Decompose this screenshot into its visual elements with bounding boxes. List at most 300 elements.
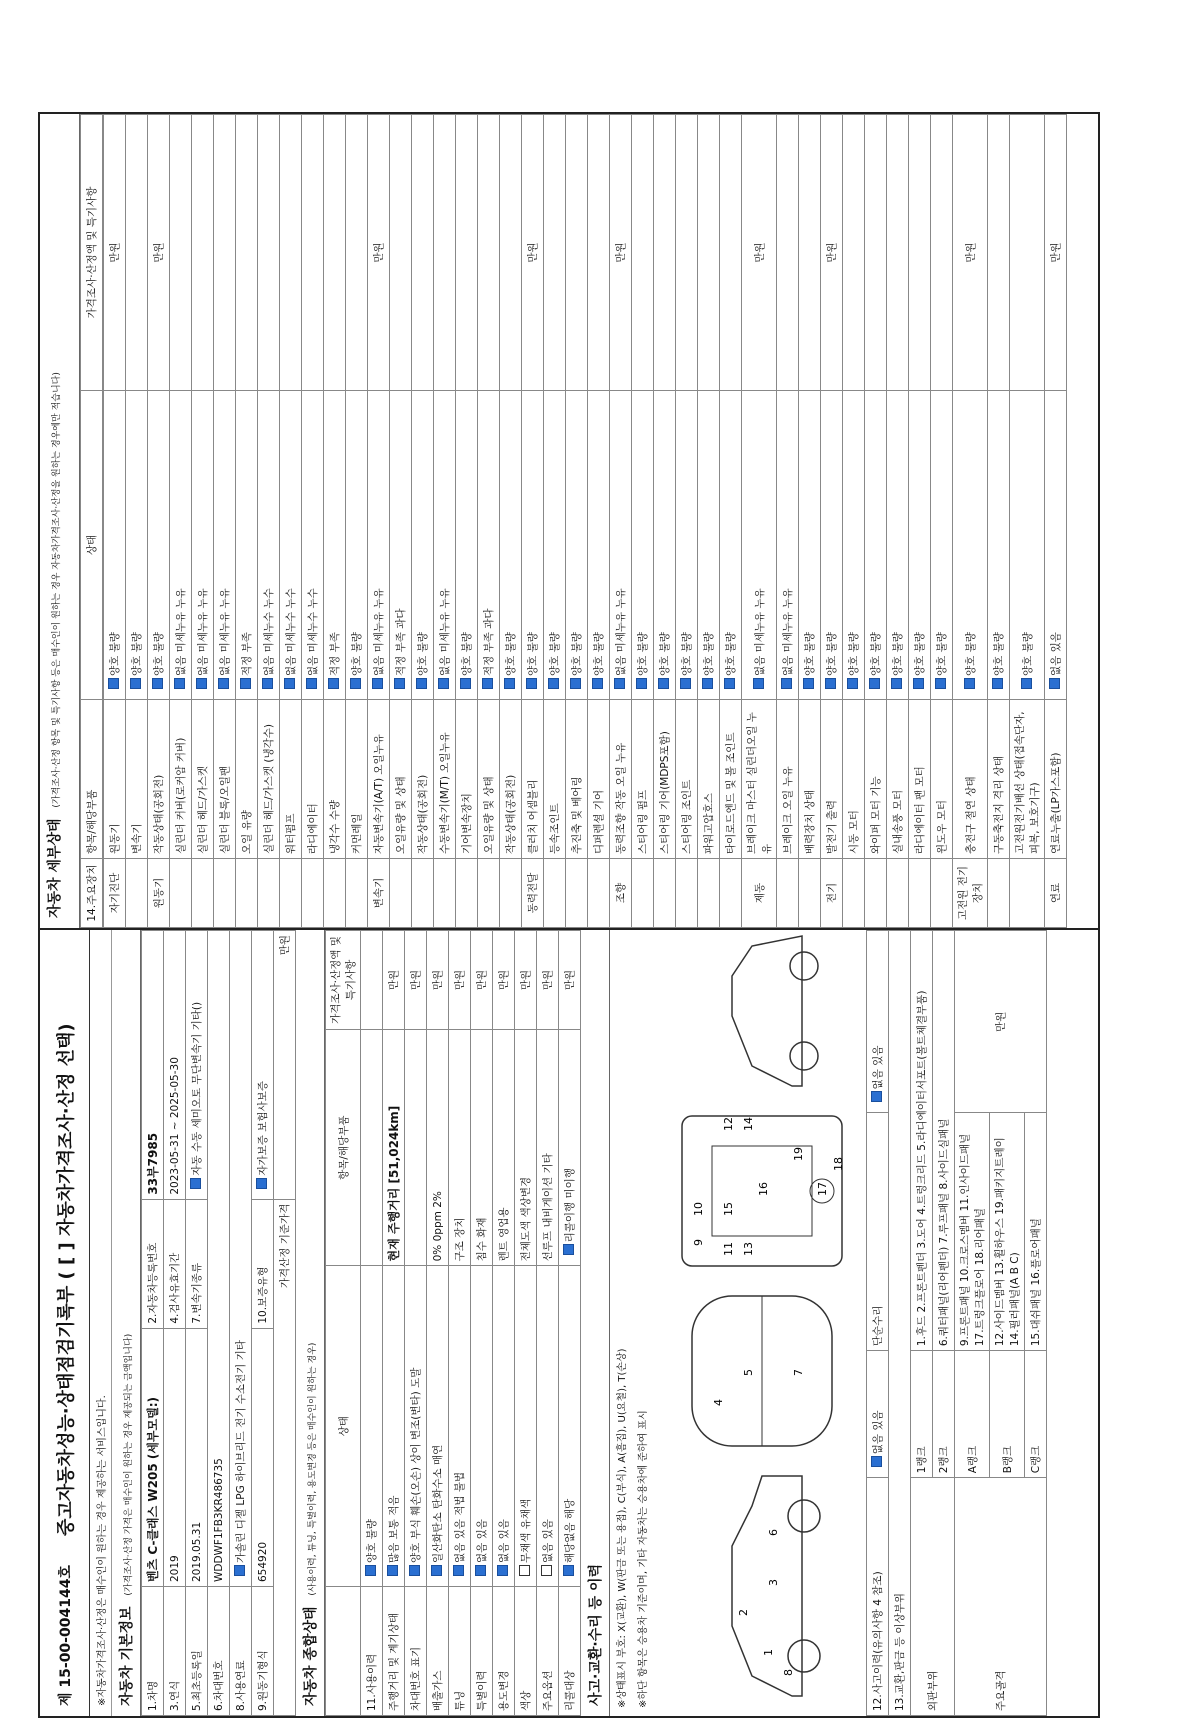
detail-status-text: 양호 불량 <box>804 632 816 676</box>
checkbox-checked[interactable] <box>891 678 902 689</box>
car-top-icon <box>692 1296 832 1446</box>
detail-status-text: 양호 불량 <box>637 632 649 676</box>
detail-price <box>698 115 720 391</box>
overall-row <box>449 931 471 1716</box>
detail-row <box>170 115 192 928</box>
detail-row <box>258 115 280 928</box>
detail-status-text: 없음 미세누유 누유 <box>439 588 451 676</box>
document-header <box>40 930 90 1716</box>
checkbox-checked[interactable] <box>1049 678 1060 689</box>
diagram-label: 16 <box>757 1182 770 1196</box>
basic-info-section-title <box>112 930 141 1716</box>
overall-price: 만원 <box>471 931 493 1030</box>
detail-price <box>865 115 887 391</box>
detail-status-text: 양호 불량 <box>826 632 838 676</box>
detail-price <box>302 115 324 391</box>
checkbox-checked[interactable] <box>526 678 537 689</box>
checkbox-checked[interactable] <box>871 1456 882 1467</box>
rankA-label: A랭크 <box>955 1351 990 1478</box>
diagram-label: 15 <box>722 1202 735 1216</box>
overall-head-item: 항목/해당부품 <box>326 1030 361 1266</box>
checkbox-checked[interactable] <box>409 1565 420 1576</box>
detail-status <box>368 391 390 700</box>
detail-head-item: 항목/해당부품 <box>81 700 103 859</box>
detail-item: 수동변속기(M/T) 오일누유 <box>434 700 456 859</box>
detail-row <box>821 115 843 928</box>
detail-status-text: 양호 불량 <box>505 632 517 676</box>
basic-label: 8.사용연료 <box>230 1587 252 1716</box>
detail-status <box>799 391 821 700</box>
checkbox-checked[interactable] <box>636 678 647 689</box>
detail-category: 원동기 <box>148 859 170 928</box>
detail-price <box>720 115 742 391</box>
checkbox-checked[interactable] <box>460 678 471 689</box>
detail-item: 변속기 <box>126 700 148 859</box>
repair-head-row <box>889 931 911 1716</box>
detail-row <box>799 115 821 928</box>
checkbox-checked[interactable] <box>130 678 141 689</box>
detail-item: 타이로드엔드 및 볼 조인트 <box>720 700 742 859</box>
detail-category <box>236 859 258 928</box>
overall-status-text: 일산화탄소 탄화수소 매연 <box>432 1444 444 1563</box>
checkbox-checked[interactable] <box>753 678 764 689</box>
basic-label2: 7.변속기종류 <box>186 1199 208 1328</box>
checkbox-checked[interactable] <box>871 1091 882 1102</box>
checkbox-checked[interactable] <box>174 678 185 689</box>
inspection-sheet <box>38 112 1100 1718</box>
detail-row <box>324 115 346 928</box>
detail-item: 실내송풍 모터 <box>887 700 909 859</box>
overall-label: 배출가스 <box>427 1587 449 1716</box>
detail-row <box>720 115 742 928</box>
detail-item: 파워고압호스 <box>698 700 720 859</box>
detail-category <box>654 859 676 928</box>
detail-row <box>236 115 258 928</box>
checkbox-checked[interactable] <box>350 678 361 689</box>
detail-status <box>258 391 280 700</box>
detail-item: 스티어링 조인트 <box>676 700 698 859</box>
repair-row <box>955 931 990 1716</box>
detail-category <box>456 859 478 928</box>
detail-item: 브레이크 오일 누유 <box>777 700 799 859</box>
checkbox-checked[interactable] <box>328 678 339 689</box>
detail-status-text: 없음 있음 <box>1050 632 1062 676</box>
overall-price: 만원 <box>449 931 471 1030</box>
checkbox-checked[interactable] <box>964 678 975 689</box>
detail-category <box>214 859 236 928</box>
overall-item: 선루프 내비게이션 기타 <box>537 1030 559 1266</box>
detail-price <box>654 115 676 391</box>
checkbox-checked[interactable] <box>1021 678 1032 689</box>
basic-label: 1.차명 <box>142 1587 164 1716</box>
accident-label: 12.사고이력(유의사항 4 참조) <box>867 1478 889 1716</box>
detail-row <box>478 115 500 928</box>
overall-row <box>361 931 383 1716</box>
overall-label: 리콜대상 <box>559 1587 581 1716</box>
detail-price <box>258 115 280 391</box>
detail-category <box>676 859 698 928</box>
detail-status <box>214 391 236 700</box>
detail-status-text: 양호 불량 <box>659 632 671 676</box>
detail-status <box>522 391 544 700</box>
detail-row <box>434 115 456 928</box>
detail-price <box>632 115 654 391</box>
detail-price <box>588 115 610 391</box>
detail-status <box>610 391 632 700</box>
detail-status-text: 없음 미세누유 누유 <box>373 588 385 676</box>
warranty-options: 자가보증 보험사보증 <box>257 1081 269 1176</box>
checkbox-checked[interactable] <box>825 678 836 689</box>
checkbox-checked[interactable] <box>196 678 207 689</box>
detail-row <box>610 115 632 928</box>
detail-price <box>280 115 302 391</box>
detail-row <box>988 115 1010 928</box>
diagram-label: 13 <box>742 1242 755 1256</box>
detail-status-text: 적정 부족 <box>329 632 341 676</box>
overall-price: 만원 <box>383 931 405 1030</box>
checkbox-checked[interactable] <box>365 1565 376 1576</box>
detail-table <box>80 114 103 928</box>
detail-row <box>214 115 236 928</box>
detail-category <box>799 859 821 928</box>
checkbox-checked[interactable] <box>306 678 317 689</box>
detail-status-text: 양호 불량 <box>703 632 715 676</box>
detail-item: 윈도우 모터 <box>931 700 953 859</box>
checkbox-checked[interactable] <box>482 678 493 689</box>
rankA-items: 9.프론트패널 10.크로스멤버 11.인사이드패널 17.트렁크플로어 18.리어패널 <box>955 1113 990 1351</box>
detail-row <box>843 115 865 928</box>
detail-row <box>500 115 522 928</box>
basic-label2: 2.자동차등록번호 <box>142 1199 164 1328</box>
checkbox-checked[interactable] <box>218 678 229 689</box>
detail-status-text: 양호 불량 <box>351 632 363 676</box>
detail-row <box>148 115 170 928</box>
transmission-options: 자동 수동 세미오토 무단변속기 기타() <box>191 1001 203 1176</box>
detail-status-text: 양호 불량 <box>892 632 904 676</box>
basic-label: 9.원동기형식 <box>252 1587 274 1716</box>
checkbox-checked[interactable] <box>680 678 691 689</box>
basic-value: 654920 <box>252 1328 274 1586</box>
detail-status <box>236 391 258 700</box>
checkbox-checked[interactable] <box>504 678 515 689</box>
detail-status <box>988 391 1010 700</box>
overall-price: 만원 <box>537 931 559 1030</box>
checkbox-checked[interactable] <box>563 1244 574 1255</box>
accident-opts <box>867 1351 889 1478</box>
diagram-label: 7 <box>792 1369 805 1376</box>
detail-row <box>953 115 988 928</box>
basic-row <box>252 931 274 1716</box>
detail-status-text: 없음 미세누수 누수 <box>285 588 297 676</box>
overall-item: 현재 주행거리 [51,024km] <box>383 1030 405 1266</box>
detail-row <box>280 115 302 928</box>
detail-price <box>126 115 148 391</box>
checkbox-checked[interactable] <box>724 678 735 689</box>
detail-item: 연료누출(LP가스포함) <box>1045 700 1067 859</box>
checkbox-checked[interactable] <box>614 678 625 689</box>
overall-status <box>493 1266 515 1587</box>
checkbox-checked[interactable] <box>262 678 273 689</box>
detail-status <box>843 391 865 700</box>
detail-status <box>434 391 456 700</box>
checkbox-checked[interactable] <box>256 1178 267 1189</box>
detail-row <box>544 115 566 928</box>
diagram-label: 18 <box>832 1157 845 1171</box>
checkbox-checked[interactable] <box>913 678 924 689</box>
detail-row <box>632 115 654 928</box>
detail-price <box>676 115 698 391</box>
detail-status <box>720 391 742 700</box>
checkbox-checked[interactable] <box>658 678 669 689</box>
detail-status <box>544 391 566 700</box>
detail-status-text: 없음 미세누수 누수 <box>307 588 319 676</box>
overall-label: 주행거리 및 계기상태 <box>383 1587 405 1716</box>
detail-item: 오일유량 및 상태 <box>390 700 412 859</box>
overall-status <box>449 1266 471 1587</box>
detail-category <box>478 859 500 928</box>
detail-status-text: 양호 불량 <box>1021 632 1034 676</box>
checkbox-checked[interactable] <box>803 678 814 689</box>
detail-price <box>214 115 236 391</box>
detail-head-main: 14.주요장치 <box>81 859 103 928</box>
detail-status-text: 양호 불량 <box>417 632 429 676</box>
diagram-label: 11 <box>722 1242 735 1256</box>
overall-status <box>515 1266 537 1587</box>
main-frame-label: 주요골격 <box>955 1478 1047 1716</box>
detail-status <box>346 391 368 700</box>
detail-item: 클러치 어셈블리 <box>522 700 544 859</box>
detail-status <box>953 391 988 700</box>
overall-price: 만원 <box>427 931 449 1030</box>
checkbox-checked[interactable] <box>284 678 295 689</box>
rank2-label: 2랭크 <box>933 1351 955 1478</box>
detail-price <box>544 115 566 391</box>
detail-row <box>588 115 610 928</box>
checkbox-checked[interactable] <box>416 678 427 689</box>
checkbox-checked[interactable] <box>548 678 559 689</box>
overall-table <box>325 930 581 1716</box>
header-note: ※자동차가격조사·산정은 매수인이 원하는 경우 제공하는 서비스입니다. <box>90 930 112 1716</box>
checkbox-checked[interactable] <box>240 678 251 689</box>
basic-value2: 2023-05-31 ~ 2025-05-30 <box>164 931 186 1200</box>
detail-category <box>126 859 148 928</box>
basic-label: 5.최초등록일 <box>186 1587 208 1716</box>
detail-category <box>324 859 346 928</box>
checkbox-checked[interactable] <box>190 1178 201 1189</box>
detail-row <box>698 115 720 928</box>
overall-row <box>559 931 581 1716</box>
overall-head-status: 상태 <box>326 1266 361 1587</box>
overall-price <box>361 931 383 1030</box>
detail-item: 라디에이터 팬 모터 <box>909 700 931 859</box>
detail-category <box>544 859 566 928</box>
diagram-label: 6 <box>767 1529 780 1536</box>
diagram-label: 1 <box>762 1649 775 1656</box>
checkbox-checked[interactable] <box>847 678 858 689</box>
detail-price: 만원 <box>1045 115 1067 391</box>
recall-options: 리콜이행 미이행 <box>564 1168 576 1243</box>
detail-note: (가격조사·산정 항목 및 특기사항 등은 매수인이 원하는 경우 자동차가격조사·산정을 원하는 경우에만 적습니다) <box>52 372 62 808</box>
overall-head-blank <box>326 1587 361 1716</box>
checkbox[interactable] <box>541 1565 552 1576</box>
basic-label2: 4.검사유효기간 <box>164 1199 186 1328</box>
detail-head-price: 가격조사·산정액 및 특기사항 <box>81 115 103 391</box>
basic-row <box>274 931 296 1716</box>
detail-status-text: 양호 불량 <box>549 632 561 676</box>
detail-row <box>346 115 368 928</box>
checkbox-checked[interactable] <box>935 678 946 689</box>
detail-status <box>588 391 610 700</box>
simple-repair-opts-text: 없음 있음 <box>872 1045 884 1090</box>
detail-status-text: 양호 불량 <box>681 632 693 676</box>
car-side-left-icon <box>732 1476 820 1696</box>
detail-status-text: 없음 미세누수 누수 <box>263 588 275 676</box>
detail-head-status: 상태 <box>81 391 103 700</box>
detail-body-table <box>103 114 1067 928</box>
detail-row <box>742 115 777 928</box>
detail-status-text: 없음 미세누유 누유 <box>175 588 187 676</box>
overall-title: 자동차 종합상태 <box>303 1606 319 1706</box>
detail-row <box>777 115 799 928</box>
detail-status-text: 적정 부족 <box>241 632 253 676</box>
overall-item: 침수 화재 <box>471 1030 493 1266</box>
detail-item: 등속조인트 <box>544 700 566 859</box>
checkbox-checked[interactable] <box>702 678 713 689</box>
checkbox-checked[interactable] <box>438 678 449 689</box>
checkbox-checked[interactable] <box>592 678 603 689</box>
diagram-label: 4 <box>712 1399 725 1406</box>
detail-category <box>777 859 799 928</box>
detail-price <box>799 115 821 391</box>
detail-price: 만원 <box>522 115 544 391</box>
detail-status <box>280 391 302 700</box>
overall-row <box>471 931 493 1716</box>
detail-price <box>434 115 456 391</box>
detail-price <box>170 115 192 391</box>
detail-status-text: 양호 불량 <box>593 632 605 676</box>
checkbox-checked[interactable] <box>475 1565 486 1576</box>
checkbox-checked[interactable] <box>394 678 405 689</box>
detail-item: 오일 유량 <box>236 700 258 859</box>
overall-row <box>493 931 515 1716</box>
detail-status <box>931 391 953 700</box>
detail-item: 라디에이터 <box>302 700 324 859</box>
detail-status <box>104 391 126 700</box>
rankB-items: 12.사이드멤버 13.휠하우스 19.패키지트레이 14.필러패널(A B C) <box>990 1113 1025 1351</box>
overall-status-text: 없음 있음 <box>476 1519 488 1563</box>
detail-category: 전기 <box>821 859 843 928</box>
detail-status <box>324 391 346 700</box>
detail-status <box>1010 391 1045 700</box>
detail-category <box>302 859 324 928</box>
detail-category <box>390 859 412 928</box>
car-side-right-icon <box>732 936 818 1086</box>
detail-item: 브레이크 마스터 실린더오일 누유 <box>742 700 777 859</box>
detail-row <box>931 115 953 928</box>
outer-label: 외판부위 <box>911 1478 955 1716</box>
detail-category <box>500 859 522 928</box>
detail-status-text: 양호 불량 <box>936 632 948 676</box>
detail-status <box>500 391 522 700</box>
detail-status <box>887 391 909 700</box>
overall-item <box>559 1030 581 1266</box>
overall-status <box>361 1266 383 1587</box>
detail-status <box>777 391 799 700</box>
checkbox-checked[interactable] <box>372 678 383 689</box>
accident-title: 사고·교환·수리 등 이력 <box>588 1563 604 1706</box>
checkbox-checked[interactable] <box>431 1565 442 1576</box>
diagram-label: 8 <box>782 1669 795 1676</box>
detail-price <box>887 115 909 391</box>
checkbox-checked[interactable] <box>781 678 792 689</box>
diagram-label: 12 <box>722 1117 735 1131</box>
basic-info-title: 자동차 기본정보 <box>119 1606 135 1706</box>
detail-category <box>566 859 588 928</box>
checkbox-checked[interactable] <box>108 678 119 689</box>
rank1-items: 1.후드 2.프론트펜더 3.도어 4.트렁크리드 5.라디에이터서포트(볼트체결부품) <box>911 931 933 1351</box>
left-page <box>38 928 1100 1718</box>
detail-category <box>632 859 654 928</box>
detail-price <box>988 115 1010 391</box>
detail-item: 실린더 헤드/가스켓 (냉각수) <box>258 700 280 859</box>
overall-status <box>537 1266 559 1587</box>
overall-status-text: 많음 보통 적음 <box>388 1495 400 1563</box>
detail-category <box>931 859 953 928</box>
accident-section-title <box>581 930 610 1716</box>
checkbox-checked[interactable] <box>563 1565 574 1576</box>
overall-item: 0% 0ppm 2% <box>427 1030 449 1266</box>
detail-item: 시동 모터 <box>843 700 865 859</box>
diagram-label: 10 <box>692 1202 705 1216</box>
basic-row <box>142 931 164 1716</box>
checkbox[interactable] <box>519 1565 530 1576</box>
detail-category <box>434 859 456 928</box>
basic-row <box>164 931 186 1716</box>
overall-label: 튜닝 <box>449 1587 471 1716</box>
checkbox-checked[interactable] <box>497 1565 508 1576</box>
detail-price <box>909 115 931 391</box>
detail-row <box>456 115 478 928</box>
detail-status <box>126 391 148 700</box>
detail-status <box>909 391 931 700</box>
detail-status-text: 양호 불량 <box>461 632 473 676</box>
detail-category: 제동 <box>742 859 777 928</box>
detail-item: 냉각수 수량 <box>324 700 346 859</box>
detail-row <box>126 115 148 928</box>
accident-note-2: ※하단 항목은 승용차 기준이며, 기타 자동차는 승용차에 준하여 표시 <box>638 1410 649 1708</box>
detail-price <box>777 115 799 391</box>
checkbox-checked[interactable] <box>234 1565 245 1576</box>
checkbox-checked[interactable] <box>387 1565 398 1576</box>
checkbox-checked[interactable] <box>152 678 163 689</box>
rank2-items: 6.쿼터패널(리어펜더) 7.루프패널 8.사이드실패널 <box>933 931 955 1351</box>
detail-price: 만원 <box>821 115 843 391</box>
overall-item <box>405 1030 427 1266</box>
detail-item: 고전원전기배선 상태(접속단자, 피복, 보호기구) <box>1010 700 1045 859</box>
checkbox-checked[interactable] <box>992 678 1003 689</box>
detail-row <box>522 115 544 928</box>
checkbox-checked[interactable] <box>869 678 880 689</box>
detail-category: 조향 <box>610 859 632 928</box>
overall-status-text: 무채색 유채색 <box>520 1498 532 1563</box>
checkbox-checked[interactable] <box>570 678 581 689</box>
checkbox-checked[interactable] <box>453 1565 464 1576</box>
detail-status <box>1045 391 1067 700</box>
detail-status <box>654 391 676 700</box>
detail-item: 배력장치 상태 <box>799 700 821 859</box>
detail-category <box>170 859 192 928</box>
detail-status <box>742 391 777 700</box>
